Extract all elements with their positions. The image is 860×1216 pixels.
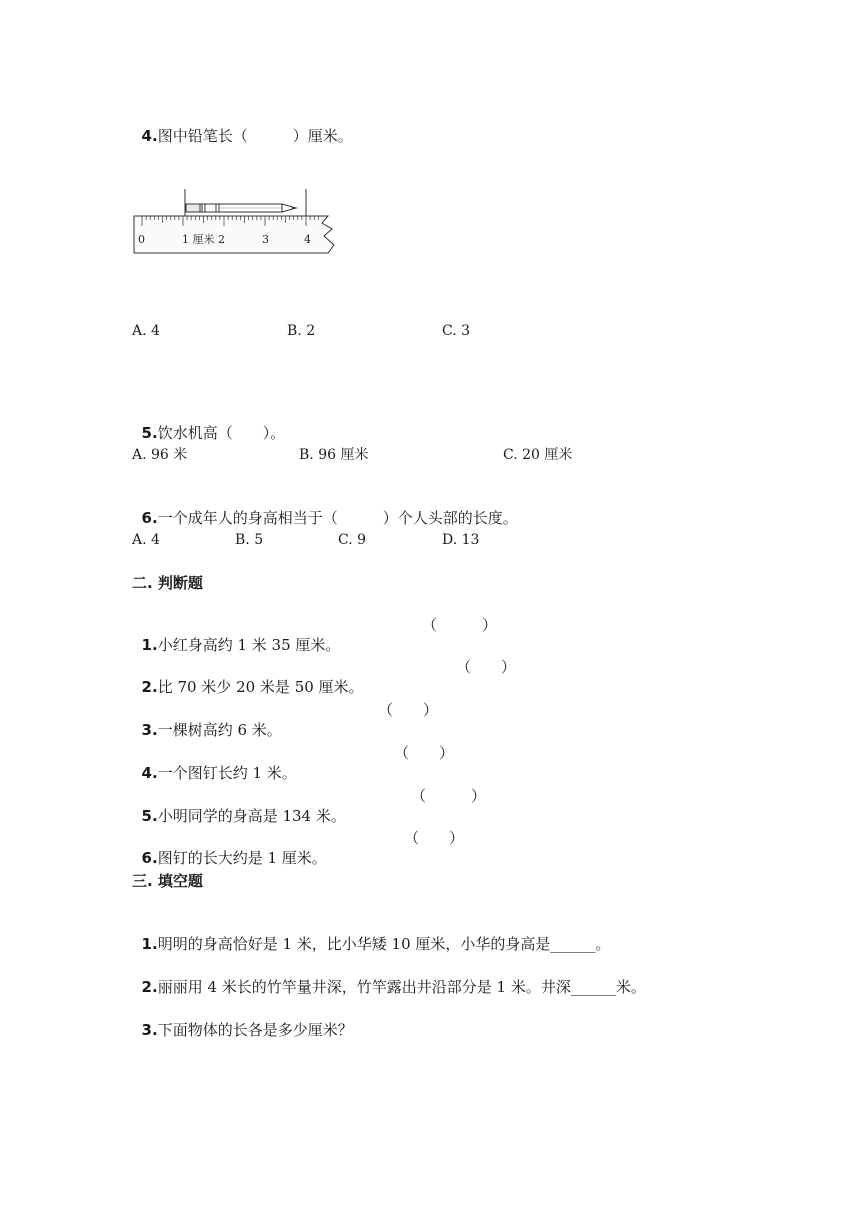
judgement-item-2: [132, 657, 364, 697]
item-number: 2.: [141, 678, 158, 696]
item-text: 比 70 米少 20 米是 50 厘米。: [157, 678, 364, 696]
item-number: 5.: [141, 807, 158, 825]
item-text: 明明的身高恰好是 1 米，比小华矮 10 厘米，小华的身高是______。: [157, 935, 611, 953]
option-a[interactable]: A. 4: [132, 323, 160, 339]
item-text: 图钉的长大约是 1 厘米。: [157, 849, 327, 867]
option-b[interactable]: B. 96 厘米: [299, 447, 369, 463]
answer-blank[interactable]: （ ）: [422, 616, 498, 634]
judgement-item-1: [132, 615, 340, 655]
item-text: 小红身高约 1 米 35 厘米。: [157, 636, 341, 654]
judgement-item-4: [132, 743, 297, 783]
question-5: [132, 403, 285, 443]
ruler: [134, 216, 334, 253]
question-4: [132, 106, 353, 146]
item-number: 3.: [141, 1021, 158, 1039]
ruler-label-0: 0: [138, 233, 145, 246]
item-text: 丽丽用 4 米长的竹竿量井深，竹竿露出井沿部分是 1 米。井深______米。: [157, 978, 646, 996]
item-number: 3.: [141, 721, 158, 739]
question-text: 一个成年人的身高相当于（ ）个人头部的长度。: [157, 509, 518, 527]
item-text: 一棵树高约 6 米。: [157, 721, 282, 739]
section-title-fill-blank: 三. 填空题: [132, 872, 203, 890]
item-text: 小明同学的身高是 134 米。: [157, 807, 346, 825]
ruler-label-4: 4: [304, 233, 311, 246]
answer-blank[interactable]: （ ）: [394, 744, 455, 762]
ruler-label-1-2: 1 厘米 2: [182, 233, 225, 246]
pencil-icon: [186, 204, 298, 212]
answer-blank[interactable]: （ ）: [378, 701, 439, 719]
option-a[interactable]: A. 96 米: [132, 447, 188, 463]
question-text: 饮水机高（ ）。: [157, 424, 286, 442]
section-title-judgement: 二. 判断题: [132, 574, 203, 592]
item-number: 6.: [141, 849, 158, 867]
option-b[interactable]: B. 2: [287, 323, 316, 339]
fill-item-3: [132, 1000, 353, 1040]
item-number: 4.: [141, 764, 158, 782]
question-number: 6.: [141, 509, 158, 527]
fill-item-1: [132, 914, 610, 954]
judgement-item-3: [132, 700, 282, 740]
option-b[interactable]: B. 5: [235, 532, 264, 548]
question-number: 5.: [141, 424, 158, 442]
judgement-item-6: [132, 828, 327, 868]
item-text: 下面物体的长各是多少厘米？: [157, 1021, 353, 1039]
fill-item-2: [132, 957, 646, 997]
answer-blank[interactable]: （ ）: [456, 658, 517, 676]
answer-blank[interactable]: （ ）: [404, 829, 465, 847]
judgement-item-5: [132, 786, 346, 826]
option-c[interactable]: C. 3: [442, 323, 471, 339]
question-number: 4.: [141, 127, 158, 145]
option-c[interactable]: C. 9: [338, 532, 367, 548]
ruler-label-3: 3: [262, 233, 269, 246]
question-6: [132, 488, 518, 528]
ruler-pencil-figure: [132, 183, 348, 257]
item-number: 1.: [141, 935, 158, 953]
option-c[interactable]: C. 20 厘米: [503, 447, 573, 463]
item-text: 一个图钉长约 1 米。: [157, 764, 297, 782]
option-a[interactable]: A. 4: [132, 532, 160, 548]
question-text: 图中铅笔长（ ）厘米。: [157, 127, 353, 145]
option-d[interactable]: D. 13: [442, 532, 480, 548]
item-number: 1.: [141, 636, 158, 654]
item-number: 2.: [141, 978, 158, 996]
answer-blank[interactable]: （ ）: [411, 787, 487, 805]
